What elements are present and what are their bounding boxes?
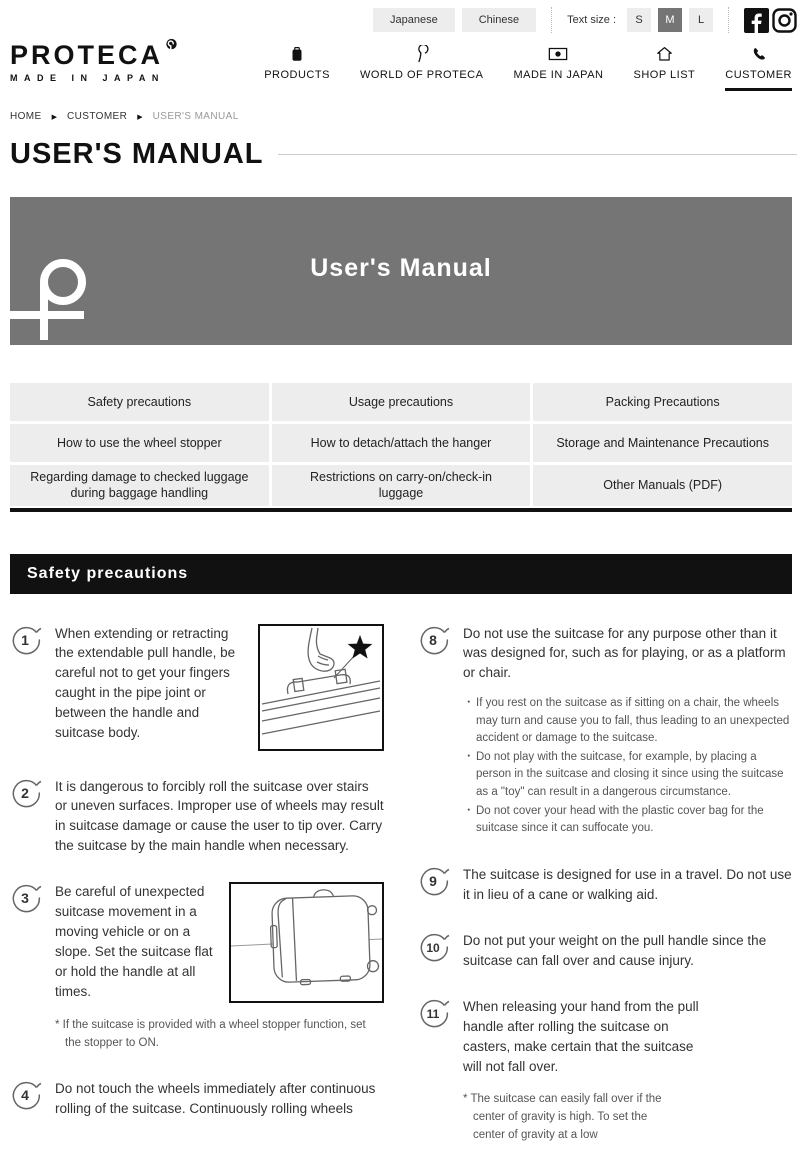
manual-banner xyxy=(10,197,792,345)
breadcrumb-home[interactable]: HOME xyxy=(10,111,42,122)
safety-item-10 xyxy=(418,931,792,971)
item-text: Do not use the suitcase for any purpose other than it was designed for, such as for playing, or as a platform or chair. xyxy=(463,625,786,681)
item-text: Do not touch the wheels immediately after continuous rolling of the suitcase. Continuously rolling wheels xyxy=(55,1081,376,1116)
suitcase-icon xyxy=(288,45,306,63)
japan-flag-icon xyxy=(547,45,569,63)
divider xyxy=(551,7,552,33)
breadcrumb-customer[interactable]: CUSTOMER xyxy=(67,111,128,122)
nav-item-shop-list[interactable] xyxy=(633,45,695,91)
item-number-badge xyxy=(10,624,42,751)
toc-link-packing-precautions[interactable]: Packing Precautions xyxy=(533,383,792,421)
item-note: * The suitcase can easily fall over if the center of gravity is high. To set the center of gravity at a low xyxy=(463,1093,662,1141)
item-bullet-list xyxy=(463,695,792,837)
toc-link-checked-luggage-damage[interactable]: Regarding damage to checked luggage during baggage handling xyxy=(10,465,269,506)
toc-link-hanger[interactable]: How to detach/attach the hanger xyxy=(272,424,531,462)
banner-title: User's Manual xyxy=(310,254,492,283)
item-number-badge xyxy=(10,777,42,857)
safety-item-3 xyxy=(10,882,384,1053)
svg-text:3: 3 xyxy=(21,890,29,907)
breadcrumb-current: USER'S MANUAL xyxy=(152,111,239,122)
safety-item-8 xyxy=(418,624,792,840)
toc-link-usage-precautions[interactable]: Usage precautions xyxy=(272,383,531,421)
language-chinese-button[interactable]: Chinese xyxy=(462,8,536,32)
toc-link-carry-on-restrictions[interactable]: Restrictions on carry-on/check-in luggage xyxy=(272,465,531,506)
safety-item-11 xyxy=(418,997,792,1144)
proteca-logo[interactable] xyxy=(5,42,179,83)
safety-item-9 xyxy=(418,865,792,905)
nav-label: MADE IN JAPAN xyxy=(513,69,604,81)
svg-text:1: 1 xyxy=(21,631,29,648)
text-size-s-button[interactable]: S xyxy=(627,8,651,32)
logo-tagline: MADE IN JAPAN xyxy=(10,73,165,83)
language-japanese-button[interactable]: Japanese xyxy=(373,8,455,32)
proteca-mark-icon xyxy=(413,45,431,63)
item-number-badge xyxy=(418,997,450,1144)
text-size-l-button[interactable]: L xyxy=(689,8,713,32)
home-icon xyxy=(655,45,674,63)
svg-text:8: 8 xyxy=(429,631,437,648)
svg-text:11: 11 xyxy=(426,1007,440,1022)
toc-link-wheel-stopper[interactable]: How to use the wheel stopper xyxy=(10,424,269,462)
svg-text:9: 9 xyxy=(429,873,437,890)
breadcrumb-arrow-icon: ▶ xyxy=(51,113,57,121)
nav-item-products[interactable] xyxy=(264,45,330,91)
bullet: ・ Do not play with the suitcase, for example, by placing a person in the suitcase and closing it since using the suitcase as a "toy" can result in a dangerous circumstance. xyxy=(463,749,792,801)
social-links xyxy=(744,8,797,33)
item-number-badge xyxy=(10,882,42,1053)
item-text: Be careful of unexpected suitcase movement in a moving vehicle or on a slope. Set the suitcase flat or hold the handle at all times. xyxy=(55,884,213,1000)
title-rule xyxy=(278,154,797,155)
nav-label: PRODUCTS xyxy=(264,69,330,81)
item-number-badge xyxy=(10,1079,42,1119)
flat-suitcase-illustration xyxy=(229,882,384,1003)
facebook-icon[interactable] xyxy=(744,8,769,33)
item-number-badge xyxy=(418,931,450,971)
page-title-row xyxy=(5,138,797,171)
item-text: It is dangerous to forcibly roll the suitcase over stairs or uneven surfaces. Improper use of wheels may result in suitcase damage or cause the user to tip over. Carry the suitcase by the main handle when necessary. xyxy=(55,778,384,854)
pull-handle-pinch-illustration xyxy=(258,624,384,751)
toc-link-safety-precautions[interactable]: Safety precautions xyxy=(10,383,269,421)
svg-text:4: 4 xyxy=(21,1087,29,1103)
instagram-icon[interactable] xyxy=(772,8,797,33)
toc-link-other-manuals-pdf[interactable]: Other Manuals (PDF) xyxy=(533,465,792,506)
page-title: USER'S MANUAL xyxy=(10,138,264,170)
proteca-mark-icon xyxy=(164,38,179,60)
nav-label: CUSTOMER xyxy=(725,69,792,81)
item-text: The suitcase is designed for use in a travel. Do not use it in lieu of a cane or walking aid. xyxy=(463,867,792,903)
safety-item-1 xyxy=(10,624,384,751)
breadcrumb-arrow-icon: ▶ xyxy=(137,113,143,121)
left-column xyxy=(10,624,384,1171)
svg-text:10: 10 xyxy=(426,941,440,956)
item-number-badge xyxy=(418,865,450,905)
item-text: Do not put your weight on the pull handle since the suitcase can fall over and cause injury. xyxy=(463,933,767,969)
item-number-badge xyxy=(418,624,450,840)
divider xyxy=(728,7,729,33)
item-text: When extending or retracting the extendable pull handle, be careful not to get your fingers caught in the pipe joint or between the handle and suitcase body. xyxy=(55,625,236,741)
safety-item-2 xyxy=(10,777,384,857)
toc-link-storage-maintenance[interactable]: Storage and Maintenance Precautions xyxy=(533,424,792,462)
svg-text:2: 2 xyxy=(21,784,29,801)
section-header-safety-precautions: Safety precautions xyxy=(10,554,792,594)
bullet: ・ Do not cover your head with the plastic cover bag for the suitcase since it can suffocate you. xyxy=(463,803,792,838)
nav-label: SHOP LIST xyxy=(633,69,696,81)
page-container xyxy=(5,8,797,1171)
item-note: * If the suitcase is provided with a wheel stopper function, set the stopper to ON. xyxy=(55,1019,366,1050)
main-nav xyxy=(264,45,797,91)
site-header xyxy=(5,42,797,91)
nav-label: WORLD OF PROTECA xyxy=(359,69,484,81)
bullet: ・ If you rest on the suitcase as if sitting on a chair, the wheels may turn and cause you to fall, thus leading to an unexpected accident or damage to the suitcase. xyxy=(463,695,792,747)
top-utility-bar xyxy=(5,8,797,32)
item-text: When releasing your hand from the pull handle after rolling the suitcase on casters, make certain that the suitcase will not fall over. xyxy=(463,999,699,1075)
nav-item-customer[interactable] xyxy=(725,45,792,91)
text-size-m-button[interactable]: M xyxy=(658,8,682,32)
text-size-label: Text size : xyxy=(567,14,616,26)
safety-content xyxy=(10,624,792,1171)
logo-wordmark: PROTECA xyxy=(10,40,164,70)
safety-item-4 xyxy=(10,1079,384,1119)
breadcrumb xyxy=(5,111,797,122)
phone-icon xyxy=(750,45,767,63)
nav-item-world-of-proteca[interactable] xyxy=(360,45,484,91)
right-column xyxy=(418,624,792,1171)
nav-item-made-in-japan[interactable] xyxy=(513,45,603,91)
manual-toc xyxy=(10,383,792,512)
